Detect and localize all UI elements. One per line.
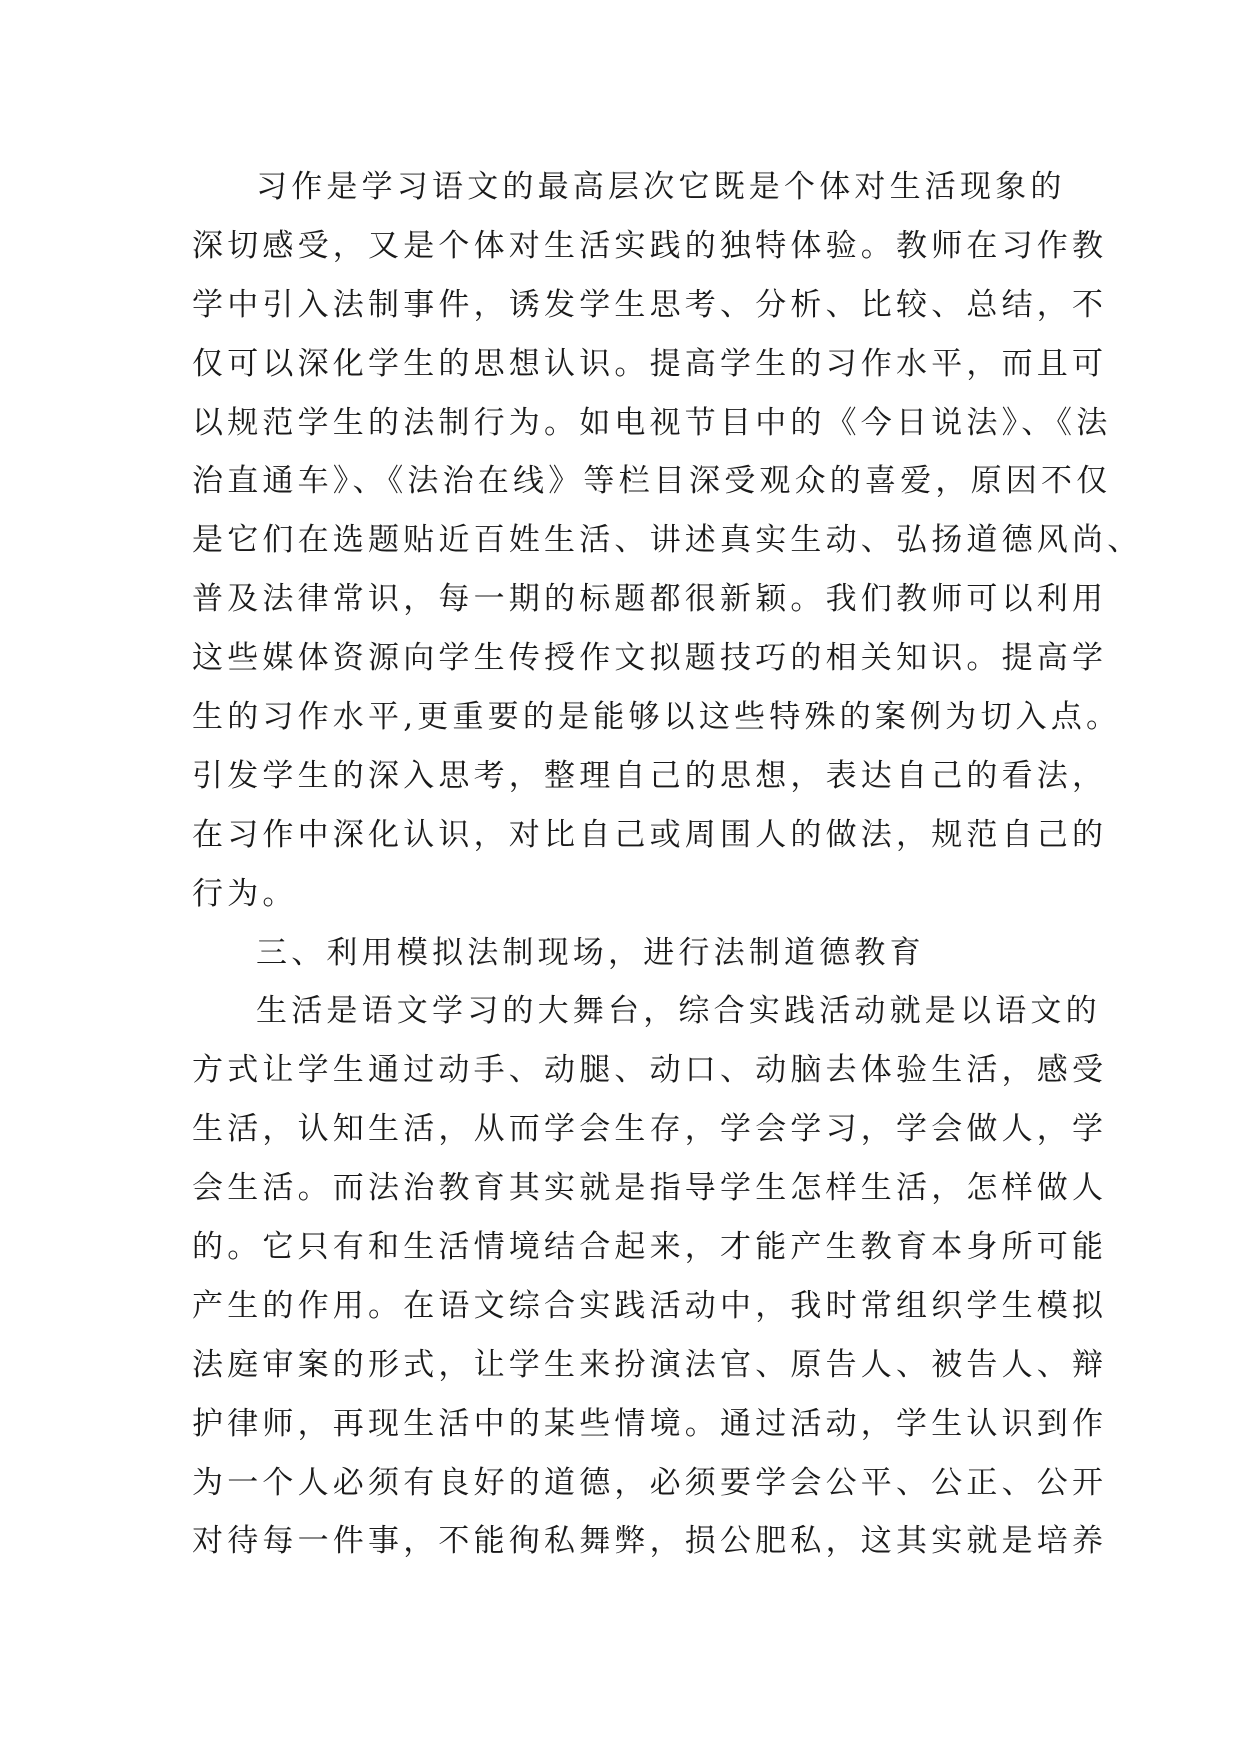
paragraph-line: 行为。: [192, 875, 298, 912]
paragraph-line: 在习作中深化认识，对比自己或周围人的做法，规范自己的: [192, 816, 1108, 853]
paragraph-line: 生活，认知生活，从而学会生存，学会学习，学会做人，学: [192, 1111, 1108, 1148]
paragraph-line: 治直通车》、《法治在线》等栏目深受观众的喜爱，原因不仅: [192, 463, 1112, 500]
paragraph-line: 产生的作用。在语文综合实践活动中，我时常组织学生模拟: [192, 1287, 1108, 1324]
paragraph-line: 普及法律常识，每一期的标题都很新颖。我们教师可以利用: [192, 581, 1108, 618]
paragraph-line: 这些媒体资源向学生传授作文拟题技巧的相关知识。提高学: [192, 640, 1108, 677]
paragraph-line: 深切感受，又是个体对生活实践的独特体验。教师在习作教: [192, 227, 1108, 264]
paragraph-line: 方式让学生通过动手、动腿、动口、动脑去体验生活，感受: [192, 1052, 1108, 1089]
paragraph-line: 为一个人必须有良好的道德，必须要学会公平、公正、公开: [192, 1464, 1108, 1501]
paragraph-line: 以规范学生的法制行为。如电视节目中的《今日说法》、《法: [192, 404, 1112, 441]
paragraph-line: 学中引入法制事件，诱发学生思考、分析、比较、总结，不: [192, 286, 1108, 323]
paragraph-line: 对待每一件事，不能徇私舞弊，损公肥私，这其实就是培养: [192, 1523, 1108, 1560]
paragraph-line: 生的习作水平,更重要的是能够以这些特殊的案例为切入点。: [192, 699, 1122, 736]
paragraph-line: 引发学生的深入思考，整理自己的思想，表达自己的看法，: [192, 757, 1108, 794]
paragraph-line: 法庭审案的形式，让学生来扮演法官、原告人、被告人、辩: [192, 1346, 1108, 1383]
paragraph-line: 是它们在选题贴近百姓生活、讲述真实生动、弘扬道德风尚、: [192, 522, 1143, 559]
paragraph-line: 仅可以深化学生的思想认识。提高学生的习作水平，而且可: [192, 345, 1108, 382]
body-text: [192, 158, 1143, 1571]
paragraph-line: 生活是语文学习的大舞台，综合实践活动就是以语文的: [256, 993, 1101, 1030]
paragraph-line: 会生活。而法治教育其实就是指导学生怎样生活，怎样做人: [192, 1170, 1108, 1207]
paragraph-line: 护律师，再现生活中的某些情境。通过活动，学生认识到作: [192, 1405, 1108, 1442]
paragraph-line: 习作是学习语文的最高层次它既是个体对生活现象的: [256, 169, 1066, 205]
section-heading: 三、利用模拟法制现场，进行法制道德教育: [256, 934, 925, 971]
paragraph-line: 的。它只有和生活情境结合起来，才能产生教育本身所可能: [192, 1229, 1108, 1266]
